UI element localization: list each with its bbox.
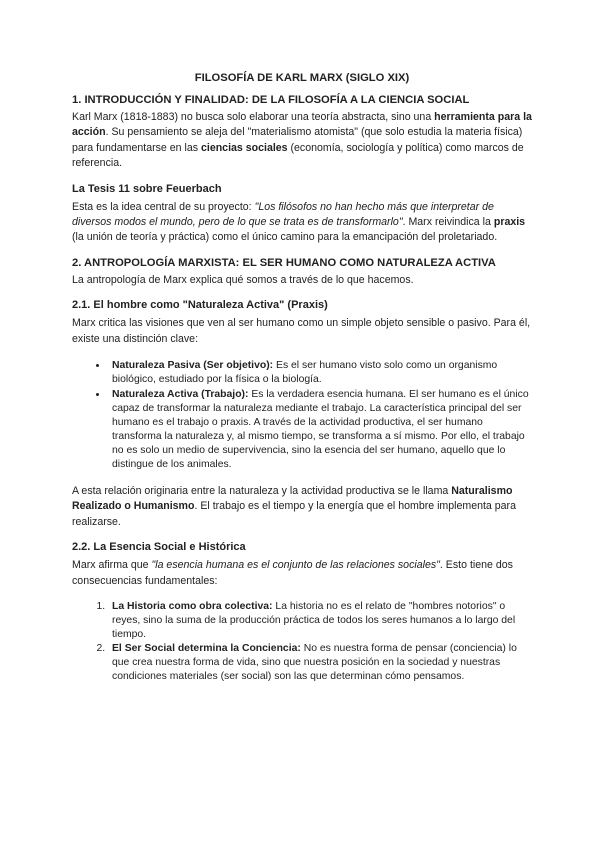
text-run: Karl Marx (1818-1883) no busca solo elaborar una teoría abstracta, sino una (72, 111, 435, 123)
subsection-2-2-heading: 2.2. La Esencia Social e Histórica (72, 541, 246, 554)
italic-quote: "la esencia humana es el conjunto de las relaciones sociales" (151, 559, 440, 572)
bold-term: herramienta para la acción (72, 111, 532, 139)
text-run: . Esto tiene dos consecuencias fundamentales: (72, 559, 513, 587)
text-run: . Su pensamiento se aleja del "materialismo atomista" (que solo estudia la materia física) para fundamentarse en las (72, 126, 523, 154)
bold-term: praxis (493, 216, 526, 229)
list-item-text: Es el ser humano visto solo como un organismo biológico, estudiado por la física o la biología. (112, 360, 498, 386)
text-run: (economía, sociología y política) como marcos de referencia. (72, 141, 524, 170)
list-item (108, 642, 532, 684)
list-item-text: La historia no es el relato de "hombres notorios" o reyes, sino la suma de la producción práctica de todos los seres humanos a lo largo del tiempo. (112, 601, 516, 641)
list-item-text: No es nuestra forma de pensar (conciencia) lo que crea nuestra forma de vida, sino que nuestra posición en la sociedad y nuestras condiciones materiales (ser social) son las que determinan cómo pensamos. (112, 643, 517, 683)
subsection-2-1-paragraph: Marx critica las visiones que ven al ser humano como un simple objeto sensible o pasivo. Para él, existe una distinción clave: (72, 317, 531, 345)
text-run: . El trabajo es el tiempo y la energía que el hombre implementa para realizarse. (72, 500, 516, 528)
bold-term: ciencias sociales (200, 141, 288, 154)
subsection-2-1-heading: 2.1. El hombre como "Naturaleza Activa" (Praxis) (72, 299, 328, 312)
subsection-2-2-paragraph (72, 558, 532, 589)
italic-quote: "Los filósofos no han hecho más que interpretar de diversos modos el mundo, pero de lo que se trata es de transformarlo" (72, 200, 494, 229)
text-run: Marx afirma que (72, 559, 152, 572)
list-item (108, 387, 532, 472)
list-item (108, 600, 532, 642)
tesis-11-paragraph (72, 200, 532, 246)
document-title: FILOSOFÍA DE KARL MARX (SIGLO XIX) (194, 72, 410, 84)
section-2-intro: La antropología de Marx explica qué somos a través de lo que hacemos. (72, 273, 414, 286)
text-run: Esta es la idea central de su proyecto: (72, 200, 255, 213)
bold-term: Naturalismo Realizado o Humanismo (72, 485, 513, 513)
section-2-heading: 2. ANTROPOLOGÍA MARXISTA: EL SER HUMANO COMO NATURALEZA ACTIVA (72, 256, 496, 269)
list-item-label: Naturaleza Activa (Trabajo): (112, 389, 249, 401)
consequences-numbered-list (72, 600, 532, 684)
list-item-label: El Ser Social determina la Conciencia: (112, 643, 301, 655)
list-item-label: Naturaleza Pasiva (Ser objetivo): (112, 360, 274, 372)
text-run: (la unión de teoría y práctica) como el único camino para la emancipación del proletariado. (72, 231, 498, 244)
list-item-text: Es la verdadera esencia humana. El ser humano es el único capaz de transformar la naturaleza mediante el trabajo. La característica principal del ser humano es el trabajo o praxis. A través de la actividad productiva, el ser humano transforma la naturaleza y, al mismo tiempo, se transforma a sí mismo. Por ello, el trabajo no es solo un medio de supervivencia, sino la esencia del ser humano, aquello que lo distingue de los animales. (112, 389, 529, 471)
section-1-heading: 1. INTRODUCCIÓN Y FINALIDAD: DE LA FILOSOFÍA A LA CIENCIA SOCIAL (72, 94, 470, 106)
tesis-11-heading: La Tesis 11 sobre Feuerbach (72, 182, 222, 195)
section-1-paragraph (72, 110, 532, 172)
list-item-label: La Historia como obra colectiva: (112, 601, 273, 613)
text-run: A esta relación originaria entre la naturaleza y la actividad productiva se le llama (72, 485, 452, 498)
humanism-paragraph (72, 484, 532, 530)
list-item (108, 358, 532, 387)
nature-bullet-list (72, 358, 532, 472)
text-run: . Marx reivindica la (402, 216, 494, 229)
